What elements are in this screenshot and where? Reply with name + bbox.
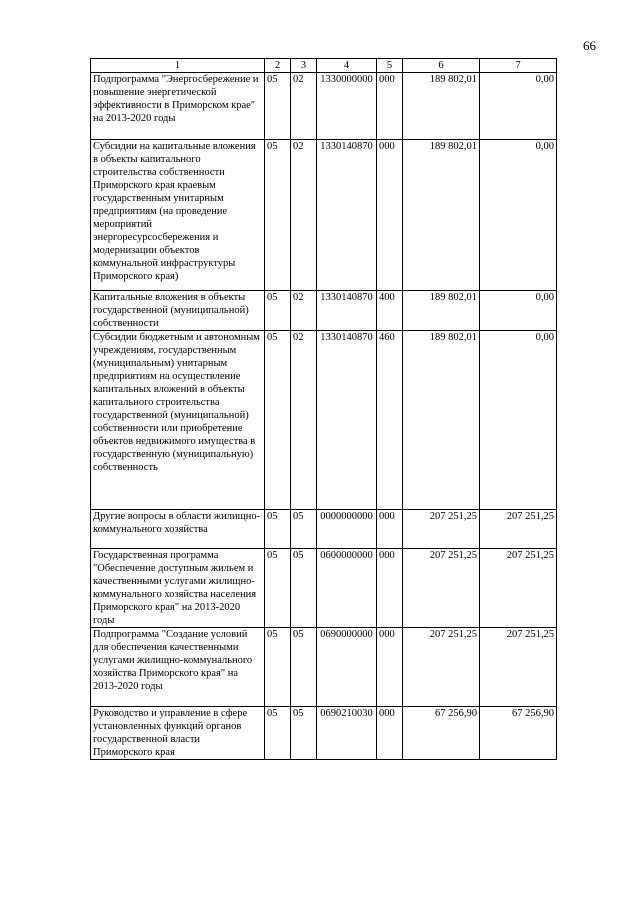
table-row <box>91 140 557 291</box>
amount-col7: 207 251,25 <box>480 549 557 628</box>
target-article-code: 0690000000 <box>317 628 377 707</box>
amount-col6: 189 802,01 <box>403 140 480 291</box>
amount-col7: 207 251,25 <box>480 510 557 549</box>
table-row <box>91 291 557 331</box>
amount-col6: 207 251,25 <box>403 510 480 549</box>
target-article-code: 0690210030 <box>317 707 377 760</box>
column-header: 7 <box>480 59 557 73</box>
row-name: Другие вопросы в области жилищно-коммунального хозяйства <box>91 510 265 549</box>
subsection-code: 02 <box>291 73 317 140</box>
expense-type-code: 000 <box>377 628 403 707</box>
target-article-code: 1330140870 <box>317 291 377 331</box>
subsection-code: 02 <box>291 291 317 331</box>
expense-type-code: 460 <box>377 331 403 510</box>
target-article-code: 1330000000 <box>317 73 377 140</box>
amount-col7: 0,00 <box>480 291 557 331</box>
section-code: 05 <box>265 707 291 760</box>
budget-table <box>90 58 557 760</box>
section-code: 05 <box>265 628 291 707</box>
column-header: 3 <box>291 59 317 73</box>
column-header: 2 <box>265 59 291 73</box>
subsection-code: 02 <box>291 140 317 291</box>
expense-type-code: 000 <box>377 73 403 140</box>
expense-type-code: 000 <box>377 510 403 549</box>
row-name: Капитальные вложения в объекты государственной (муниципальной) собственности <box>91 291 265 331</box>
section-code: 05 <box>265 331 291 510</box>
page-number: 66 <box>583 38 596 53</box>
column-header: 1 <box>91 59 265 73</box>
target-article-code: 0600000000 <box>317 549 377 628</box>
table-row <box>91 628 557 707</box>
expense-type-code: 000 <box>377 140 403 291</box>
row-name: Подпрограмма "Энергосбережение и повышение энергетической эффективности в Приморском крае" на 2013-2020 годы <box>91 73 265 140</box>
amount-col7: 207 251,25 <box>480 628 557 707</box>
table-row <box>91 73 557 140</box>
table-row <box>91 331 557 510</box>
column-header: 4 <box>317 59 377 73</box>
row-name: Субсидии на капитальные вложения в объекты капитального строительства собственности Приморского края краевым государственным унитарным предприятиям (на проведение мероприятий энергоресурсосбережения и модернизации объектов коммунальной инфраструктуры Приморского края) <box>91 140 265 291</box>
subsection-code: 05 <box>291 707 317 760</box>
target-article-code: 1330140870 <box>317 331 377 510</box>
subsection-code: 05 <box>291 510 317 549</box>
section-code: 05 <box>265 73 291 140</box>
section-code: 05 <box>265 291 291 331</box>
amount-col7: 0,00 <box>480 73 557 140</box>
subsection-code: 05 <box>291 549 317 628</box>
row-name: Руководство и управление в сфере установленных функций органов государственной власти Приморского края <box>91 707 265 760</box>
amount-col6: 189 802,01 <box>403 331 480 510</box>
amount-col6: 189 802,01 <box>403 73 480 140</box>
table-row <box>91 510 557 549</box>
row-name: Субсидии бюджетным и автономным учреждениям, государственным (муниципальным) унитарным предприятиям на осуществление капитальных вложений в объекты капитального строительства государственной (муниципальной) собственности или приобретение объектов недвижимого имущества в государственную (муниципальную) собственность <box>91 331 265 510</box>
amount-col6: 189 802,01 <box>403 291 480 331</box>
target-article-code: 1330140870 <box>317 140 377 291</box>
column-header: 6 <box>403 59 480 73</box>
amount-col7: 0,00 <box>480 140 557 291</box>
row-name: Государственная программа "Обеспечение доступным жильем и качественными услугами жилищно-коммунального хозяйства населения Приморского края" на 2013-2020 годы <box>91 549 265 628</box>
expense-type-code: 000 <box>377 707 403 760</box>
expense-type-code: 000 <box>377 549 403 628</box>
amount-col7: 0,00 <box>480 331 557 510</box>
amount-col6: 207 251,25 <box>403 628 480 707</box>
amount-col6: 207 251,25 <box>403 549 480 628</box>
section-code: 05 <box>265 510 291 549</box>
column-header: 5 <box>377 59 403 73</box>
column-number-header-row <box>91 59 557 73</box>
section-code: 05 <box>265 140 291 291</box>
subsection-code: 05 <box>291 628 317 707</box>
row-name: Подпрограмма "Создание условий для обеспечения качественными услугами жилищно-коммунального хозяйства Приморского края" на 2013-2020 годы <box>91 628 265 707</box>
amount-col6: 67 256,90 <box>403 707 480 760</box>
table-row <box>91 549 557 628</box>
section-code: 05 <box>265 549 291 628</box>
amount-col7: 67 256,90 <box>480 707 557 760</box>
table-row <box>91 707 557 760</box>
expense-type-code: 400 <box>377 291 403 331</box>
subsection-code: 02 <box>291 331 317 510</box>
target-article-code: 0000000000 <box>317 510 377 549</box>
